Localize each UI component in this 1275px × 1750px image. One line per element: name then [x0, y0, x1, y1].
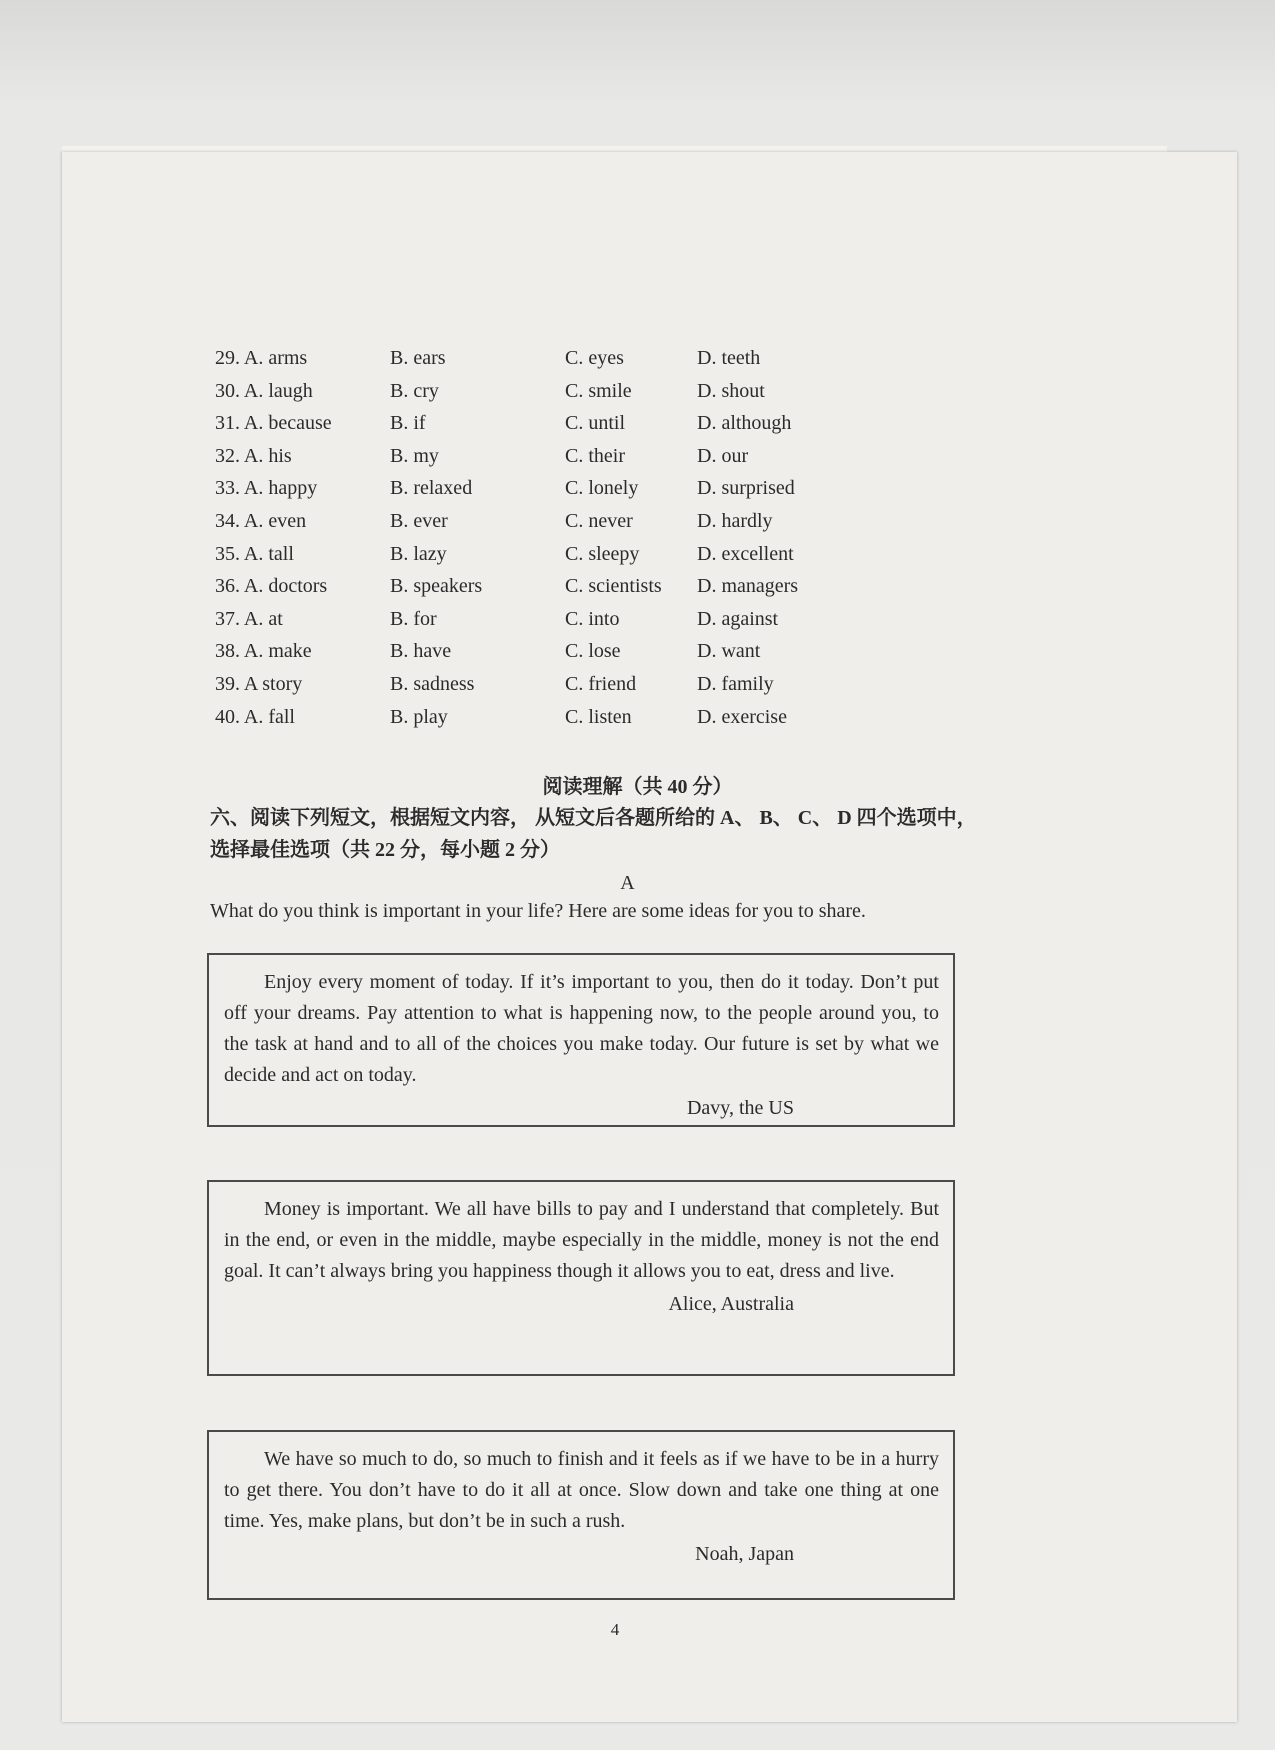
option-d: D. exercise — [697, 705, 787, 728]
option-a: 32. A. his — [215, 444, 292, 467]
option-d: D. family — [697, 672, 774, 695]
option-c: C. lonely — [565, 477, 639, 500]
option-b: B. sadness — [390, 672, 475, 695]
option-c: C. smile — [565, 379, 632, 402]
option-d: D. although — [697, 412, 792, 435]
option-b: B. for — [390, 607, 437, 630]
option-b: B. speakers — [390, 575, 483, 598]
page-number: 4 — [610, 1620, 620, 1639]
choice-row — [215, 505, 915, 538]
quote-author: Davy, the US — [686, 1097, 794, 1119]
option-c: C. never — [565, 509, 633, 532]
option-b: B. cry — [390, 379, 439, 402]
choice-row — [215, 635, 915, 668]
option-a: 30. A. laugh — [215, 379, 313, 402]
option-a: 33. A. happy — [215, 477, 318, 500]
option-a: 40. A. fall — [215, 705, 295, 728]
option-c: C. eyes — [565, 347, 624, 369]
choice-row — [215, 668, 915, 701]
option-a: 37. A. at — [215, 607, 283, 630]
quote-box-davy — [207, 953, 955, 1127]
cloze-choices — [215, 342, 915, 733]
quote-text: Money is important. We all have bills to pay and I understand that completely. But in the end, or even in the middle, maybe especially in the middle, money is not the end goal. It can’t always bring you happiness though it allows you to eat, dress and live. — [224, 1198, 939, 1282]
passage-letter: A — [620, 872, 635, 894]
option-a: 35. A. tall — [215, 542, 294, 565]
choice-row — [215, 603, 915, 636]
quote-box-noah — [207, 1430, 955, 1600]
quote-box-alice — [207, 1180, 955, 1376]
option-c: C. sleepy — [565, 542, 640, 565]
option-b: B. if — [390, 412, 426, 435]
choice-row — [215, 701, 915, 734]
quote-author: Alice, Australia — [668, 1293, 794, 1315]
option-d: D. managers — [697, 575, 799, 598]
option-d: D. shout — [697, 379, 765, 402]
choice-row — [215, 538, 915, 571]
option-c: C. friend — [565, 672, 637, 695]
choice-row — [215, 407, 915, 440]
choice-row — [215, 440, 915, 473]
quote-author: Noah, Japan — [695, 1543, 794, 1565]
option-b: B. relaxed — [390, 477, 473, 500]
option-a: 34. A. even — [215, 509, 307, 532]
option-d: D. teeth — [697, 347, 761, 369]
option-d: D. want — [697, 640, 761, 663]
choice-row — [215, 472, 915, 505]
choice-row — [215, 375, 915, 408]
section-title: 阅读理解（共 40 分） — [542, 776, 733, 798]
option-a: 29. A. arms — [215, 347, 308, 369]
option-d: D. excellent — [697, 542, 794, 565]
option-c: C. until — [565, 412, 626, 435]
instruction-line: 六、阅读下列短文，根据短文内容， 从短文后各题所给的 A、 B、 C、 D 四个选项中， — [210, 807, 977, 829]
option-b: B. my — [390, 444, 439, 467]
option-a: 38. A. make — [215, 640, 312, 663]
option-d: D. against — [697, 607, 779, 630]
quote-text: Enjoy every moment of today. If it’s important to you, then do it today. Don’t put off your dreams. Pay attention to what is happening now, to the people around you, to the task at hand and to all of the choices you make today. Our future is set by what we decide and act on today. — [224, 971, 939, 1086]
option-a: 39. A story — [215, 672, 303, 695]
option-c: C. their — [565, 444, 625, 467]
option-b: B. ever — [390, 509, 448, 532]
choice-row — [215, 570, 915, 603]
instruction-line: 选择最佳选项（共 22 分，每小题 2 分） — [210, 839, 560, 861]
choice-row — [215, 342, 915, 375]
option-b: B. lazy — [390, 542, 447, 565]
option-c: C. listen — [565, 705, 632, 728]
option-c: C. into — [565, 607, 620, 630]
option-c: C. scientists — [565, 575, 662, 598]
option-a: 31. A. because — [215, 412, 332, 435]
option-d: D. surprised — [697, 477, 795, 500]
option-d: D. hardly — [697, 509, 773, 532]
section-instructions — [210, 802, 1060, 866]
passage-intro: What do you think is important in your life? Here are some ideas for you to share. — [210, 900, 866, 922]
option-d: D. our — [697, 444, 749, 467]
option-b: B. have — [390, 640, 452, 663]
option-b: B. play — [390, 705, 448, 728]
option-a: 36. A. doctors — [215, 575, 328, 598]
option-c: C. lose — [565, 640, 621, 663]
quote-text: We have so much to do, so much to finish and it feels as if we have to be in a hurry to get there. You don’t have to do it all at once. Slow down and take one thing at one time. Yes, make plans, but don’t be in such a rush. — [224, 1448, 939, 1532]
option-b: B. ears — [390, 347, 446, 369]
